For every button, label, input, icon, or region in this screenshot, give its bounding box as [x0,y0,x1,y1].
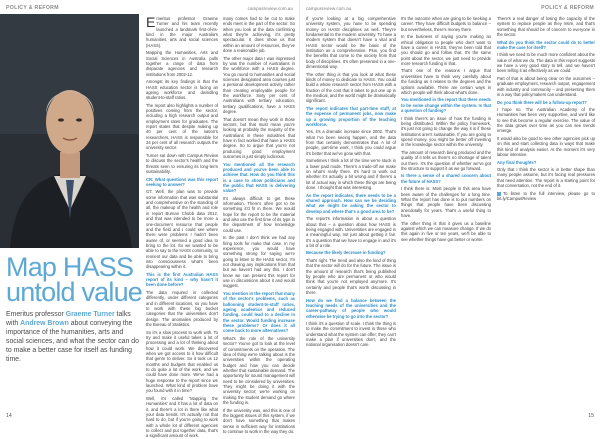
body-paragraph: Well, it's called 'Mapping the Humanities' and it has a lot of data on it, and there's a lot in there like what your data trends. It's actually not that hard to do, but if you're going to work with a whole lot of different agencies to collect and put together data, that's a significant amount of work. [146,395,218,439]
body-paragraph: Yes, it's a dramatic increase since 2002. That's what I've been seeing happen, and the data from that certainly demonstrates that. A lot of people, part-time work, I think you could argue it's better that we've gone with that. [306,129,396,156]
headline-line-1: Map HASS [6,252,134,282]
page-number-left: 14 [6,413,12,419]
interview-question: You mentioned all the research produced and you've been able to achieve that. How do you think this is a case to show politicians and the public that HASS is delivering value? [223,161,295,194]
right-page-header [306,5,594,15]
body-paragraph: many comes had to be cut to make ends meet in the part of the sector. So when you look at the data confirming what they're achieving, it's pretty spectacular. It does show us that within an amount of resources, they've done a reasonable job. [223,16,295,54]
interview-question: Any final thoughts? [497,159,537,165]
body-paragraph: Only that I think the sector is in better shape than many people assume, but it's facing real pressures that need attention. The report is a starting point for that conversation, not the end of it. [497,167,595,189]
article-column-2 [223,16,295,434]
body-paragraph: I think there is. Most people in this area have been aware of the challenges for a long time. What the report has done is to put numbers on things that people have been discussing anecdotally for years. That's a useful thing to have. [401,186,491,218]
site-url: campusreview.com.au [306,6,352,11]
page-number-right: 15 [588,413,594,419]
body-paragraph: GT: Well, the plan was to provide some information that was substantial and comprehensive on the standing of all, the makeup of the health and role in report Burnan Chubb data 2012, and that was intended to be more a one-document resource that people and the field and I could see where there were problems I hadn't been aware of, or seemed a good idea to bring to the lot. So we wanted to be able to say to the HASS community, to reorient our data and be able to bring into consciousness what's been disappearing within it. [146,189,218,270]
body-paragraph: It would also be good to see other agencies pick up on this and start collecting data in ways that make this kind of analysis easier. At the moment it's very labour intensive. [497,136,595,158]
lede-part-2: talks with [6,311,131,327]
body-paragraph: So it's a slow process to work with. To try and make it useful takes a lot of processing and a lot of thinking about how it could work. We discovered when we got access to it how difficult that genre to deliver. So it took us 12 months and budgets that enabled us to do quite a lot of the work, and we could have done more. We've had a huge response to the report since we launched. What kind of problem have you found with it in time? [146,329,218,394]
interview-question: The report indicates that part-time staff, at the expense of permanent jobs, now make up a growing proportion of the teaching workforce. [306,105,396,127]
portrait-illustration [0,14,139,248]
site-url: campusreview.com.au [247,6,293,11]
end-note [497,191,595,202]
interview-question: As the report indicates, there needs to be a shared approach. How can we be deciding what we might be asking the sector to develop and where that's a good area to be? [306,192,396,214]
body-paragraph: The other thing is that you look at what these kinds of money to dedicate to HASS. You could build a whole research sector from HASS with a fraction of the cost that it takes to put one up in the medical, and the world might be dramatically significant. [306,71,396,104]
lede-part-1: Emeritus professor [6,311,66,318]
body-paragraph: The other thing is that it gives us a baseline against which we can measure change. If we do this again in five or ten years, we'll be able to see whether things have got better or worse. [401,220,491,242]
body-paragraph: In the past I don't think we had any firing tools for make that case. In my experience, you would have something strong for saying we're going to listen to the HASS sector, I'm not drawing any implications from that but we haven't had any this. I don't know we can present this report for use in discussions about it and would suggest. [223,235,295,289]
article-column-3 [306,16,396,412]
body-paragraph: In the business of saying you're making an ethical obligation to people who don't want to have a career in HASS, they've been told that you should go and follow that. It's the same point about the sector, we just need to provide more research funding in that. [401,34,491,66]
body-paragraph: The report's information is about a question about that – a question about how HASS is being engaged with. Universities are engaged in a meaningful way, not just about getting it fair. It's a question that we have to engage in and it's a bit of a role. [306,216,396,248]
lede-part-3: about conveying the importance of the humanities, arts and social sciences, and what the sector can do to make a better case for itself as funding time. [6,319,139,363]
headline-line-2: untold value [6,277,143,307]
interview-question: You mention in the report that many of the sector's problems, such as ballooning student-to-staff ratios, ageing academics and reduced funding, could lead to a decline in the sector. Would funding increase these problems? Or does it all come back to more alternatives? [223,290,295,334]
body-paragraph: That doesn't mean they work in those sectors, but that must mean you're looking at probably the majority of the Australians in these industries that have in fact worked that have a HASS degree. So to argue that you're not producing good employment outcomes is just simply ludicrous. [223,116,295,159]
body-paragraph: There's a real danger of losing the capacity of the system to replace people as they retire, and that's something that should be of concern to everyone in the sector. [497,16,595,38]
body-paragraph: Emeritus professor Graeme Turner and his team recently launched a landmark first-of-its-kind in the major Australia's humanities, arts and social sciences (HASS). [146,14,218,48]
right-page [300,0,600,424]
interview-question: Is there a sense of a shared concern about the future of HASS? [401,173,491,184]
portrait-photo [0,14,139,248]
interview-question: Do you think there will be a follow-up report? [497,99,587,105]
body-paragraph: That's right. The trend and also the kind of thing that the sector will do for the future. The issue is the amount of research that's being published by people who are permanent or who would think that you're not employed anymore. It's certainly and people that's worth discussing in there. [306,257,396,295]
body-paragraph: Sometimes I think a lot of the time we're stuck in a lower paid mode. There's a trade-off we make on what's really there. It's hard to work out whether it's actually a bit wrong and if there's a lot of actual way in which these things are being done. I thought that was interesting. [306,158,396,191]
interview-question: Because the likely decrease in funding? [306,250,386,256]
end-note-text: To listen to the full interview, please go to bit.ly/CampusReview [497,190,595,201]
body-paragraph: That's one of the reasons I argue that universities have to think very carefully about the funding as it relates to the degrees and the options available. There are certain ways in which people will think about what's done. [401,68,491,95]
body-paragraph: What's the role of the university sector? You've got to look at the level of commitments on the operation. The idea of thing we're talking about is the universities within the operating budget and how you can decide whether that sustainable demand. The opportunity for sound management will need to be considered by universities. They might be doing it with the university sector; we're working on making the student demand go where the funding is. [223,335,295,406]
article-column-4 [401,16,491,412]
headline [6,252,146,307]
body-paragraph: Mapping the Humanities, Arts and Social Sciences in Australia pulls together a range of data from disparate agencies and research institutions from 2002-12. [146,50,218,77]
interview-question: What do you think the sector could do to better make the case for itself? [497,39,595,50]
interview-question: You mentioned in the report that there needs to be some change within the system. Is that a question of funding? [401,97,491,114]
section-label: POLICY & REFORM [541,5,594,11]
interview-question: CR: What questions was this report seeking to answer? [146,176,218,187]
body-paragraph: The other major data I was impressed by was the number of Australians in the workforce with a HASS degree. You go round to humanities and social sciences designated area courses just a personal development activity rather than creating employable people for the workforce. Sixty per cent of Australians with tertiary education, tertiary qualifications, have a HASS degree. [223,55,295,115]
end-square-icon [497,192,501,196]
body-paragraph: Part of that is about being clear on the outcomes – graduate employment, research output, engagement with industry and community – and presenting them in a way that policymakers can understand. [497,76,595,98]
interview-question: This is the first Australian HASS report of its kind – why hasn't it been done before? [146,271,218,288]
body-paragraph: If the university was, and this is one of the biggest issues of this system, if we don't have something that makes sense in sufficient way for institutions to continue to work in the way they do. [223,407,295,434]
body-paragraph: I think it's a question of scale. I think the thing is to make the commitment to invest in those who understand what the system can offer; they can't make a plan if universities don't, and the national organisation doesn't care. [306,321,396,348]
body-paragraph: Amongst its key findings is that the HASS education sector is facing an ageing workforce and dwindling student-to-staff ratios. [146,79,218,101]
body-paragraph: It's always difficult to get these information. There's often got to be something it'd fit in there. We would hope for the report to be the material and also use the first time of its type in the department of how knowledge could use. [223,195,295,233]
body-paragraph: If you're looking at a big comprehensive university system, you have to be spending money on HASS disciplines as well. They're fundamental to the modern university. To have a modern system that doesn't have a vital and HASS sector would be the basic of the institution as a comprehensive. Plus, you find the benefits that come to the society from that body of disciplines. It's often presented in a one-dimensional way. [306,16,396,70]
body-paragraph: Turner sat down with Campus Review to discuss the sector's health and the threats seen to ensuring its long-term sustainability. [146,153,218,175]
article-column-1 [146,14,218,439]
section-label: POLICY & REFORM [6,5,59,11]
interview-question: How do we find a balance between the teaching needs of the universities and the career-pathway of people who would otherwise be trying to go into the sector? [306,297,396,319]
body-paragraph: The report also highlights a number of positives coming from the sector, including a high research output and employment rates for graduates. The report states that despite making up 40 per cent of the nation's researchers, HASS is responsible for 34 per cent of all research outputs the university sector. [146,102,218,151]
body-paragraph: I hope so. The Australian Academy of the Humanities has been very supportive, and we'd like to see this become a regular exercise. The value of the data grows over time as you can see trends emerge. [497,107,595,134]
lede-name-1: Graeme Turner [65,311,115,318]
lede-name-2: Andrew Brown [20,319,69,327]
standfirst [6,311,140,364]
body-paragraph: It's the outcome when are going to be seeking a career. They have difficult budgets to balance – but nevertheless, there's money there. [401,16,491,32]
body-paragraph: The data required is collected differently, under different categories and in different locations, so you have to work with these big bucket categories that the universities don't design. The anomalies produced by the Bureau of Statistics. [146,290,218,328]
article-column-5 [497,16,595,412]
body-paragraph: The amount of research being produced and the quality of it tells us there's no shortage of talent out there. It's the question of whether we've got the structure to support it as we go forward. [401,149,491,171]
body-paragraph: I think we need to be much more confident about the value of what we do. The data in this report suggests we have a very good story to tell, and we haven't been telling it as effectively as we could. [497,52,595,74]
body-paragraph: I think there's an issue of how the funding is being distributed. Within the policy framework, it's just not going to change the way it is if these institutions aren't sustainable. If you are going to spend money, you might be better off investing in the knowledge sector within the university. [401,115,491,148]
